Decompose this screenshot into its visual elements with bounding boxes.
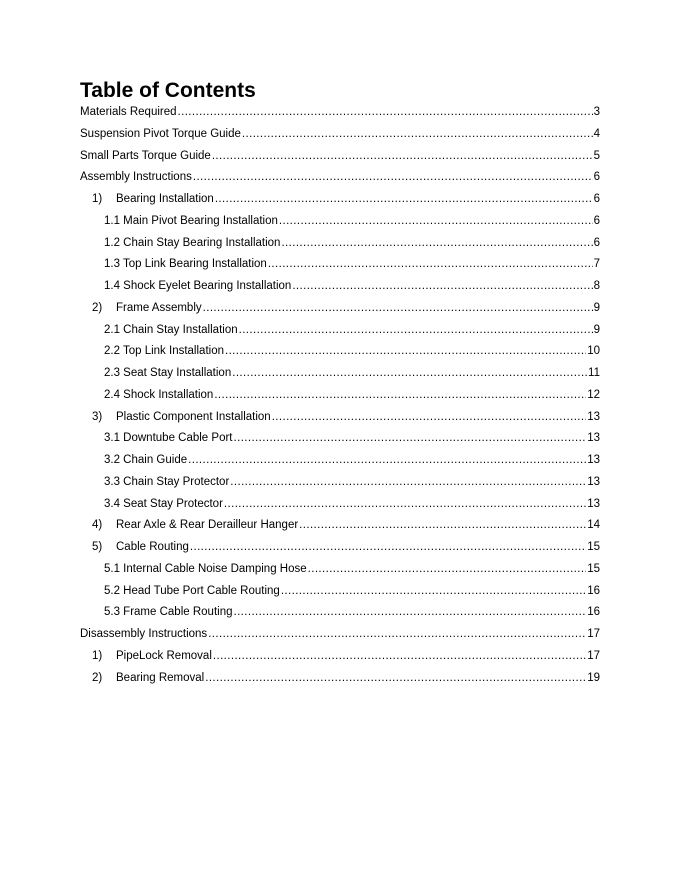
toc-page-number: 13 xyxy=(587,410,600,423)
toc-entry[interactable] xyxy=(80,515,600,537)
toc-page-number: 13 xyxy=(587,475,600,488)
toc-page-number: 9 xyxy=(593,301,600,314)
toc-entry-label: Assembly Instructions xyxy=(80,171,192,184)
toc-entry[interactable] xyxy=(80,102,600,124)
toc-entry-number: 5) xyxy=(92,541,103,553)
toc-entry-number: 1) xyxy=(92,193,103,205)
toc-dot-leader xyxy=(268,254,593,276)
toc-page-number: 13 xyxy=(587,497,600,510)
toc-dot-leader xyxy=(225,341,586,363)
toc-dot-leader xyxy=(178,102,593,124)
toc-dot-leader xyxy=(233,602,586,624)
toc-entry[interactable] xyxy=(80,428,600,450)
toc-entry-number: 3) xyxy=(92,410,103,423)
toc-dot-leader xyxy=(224,494,586,516)
toc-entry[interactable] xyxy=(80,189,600,211)
toc-dot-leader xyxy=(203,298,593,320)
toc-dot-leader xyxy=(214,385,586,407)
toc-entry[interactable] xyxy=(80,602,600,624)
toc-entry-label: PipeLock Removal xyxy=(116,649,212,662)
toc-entry[interactable] xyxy=(80,320,600,342)
toc-entry-number: 2) xyxy=(92,671,103,684)
toc-page-number: 16 xyxy=(587,584,600,597)
toc-dot-leader xyxy=(212,146,593,168)
toc-entry[interactable] xyxy=(80,494,600,516)
toc-entry[interactable] xyxy=(80,581,600,603)
toc-entry[interactable] xyxy=(80,254,600,276)
toc-entry-label: Small Parts Torque Guide xyxy=(80,149,211,162)
toc-entry[interactable] xyxy=(80,211,600,233)
toc-entry[interactable] xyxy=(80,559,600,581)
toc-dot-leader xyxy=(281,233,592,255)
toc-entry-label: 2.4 Shock Installation xyxy=(104,388,214,401)
toc-entry-label: 1.3 Top Link Bearing Installation xyxy=(104,258,267,271)
toc-page-number: 10 xyxy=(587,345,600,358)
toc-dot-leader xyxy=(190,537,586,559)
toc-entry-label: 1.1 Main Pivot Bearing Installation xyxy=(104,214,278,227)
toc-page-number: 6 xyxy=(593,193,600,205)
toc-dot-leader xyxy=(188,450,586,472)
toc-entry[interactable] xyxy=(80,385,600,407)
toc-dot-leader xyxy=(193,167,593,189)
toc-entry[interactable] xyxy=(80,363,600,385)
toc-page-number: 6 xyxy=(593,214,600,227)
toc-entry[interactable] xyxy=(80,233,600,255)
toc-page-number: 14 xyxy=(587,519,600,532)
toc-dot-leader xyxy=(215,189,593,211)
toc-entry[interactable] xyxy=(80,537,600,559)
toc-dot-leader xyxy=(213,646,586,668)
toc-entry-label: Frame Assembly xyxy=(116,301,202,314)
toc-entry[interactable] xyxy=(80,341,600,363)
toc-entry-label: Suspension Pivot Torque Guide xyxy=(80,127,241,140)
toc-entry[interactable] xyxy=(80,646,600,668)
toc-entry[interactable] xyxy=(80,407,600,429)
toc-page-number: 3 xyxy=(593,106,600,118)
toc-entry-label: 2.3 Seat Stay Installation xyxy=(104,367,232,379)
toc-entry[interactable] xyxy=(80,276,600,298)
toc-entry-label: Bearing Removal xyxy=(116,671,205,684)
page-title: Table of Contents xyxy=(80,79,256,102)
toc-page-number: 15 xyxy=(587,541,600,553)
toc-entry-label: 3.4 Seat Stay Protector xyxy=(104,497,223,510)
toc-entry-number: 1) xyxy=(92,649,103,662)
toc-page-number: 16 xyxy=(587,606,600,619)
toc-entry-number: 4) xyxy=(92,519,103,532)
toc-entry[interactable] xyxy=(80,298,600,320)
toc-entry-label: Rear Axle & Rear Derailleur Hanger xyxy=(116,519,299,532)
toc-entry-label: 5.1 Internal Cable Noise Damping Hose xyxy=(104,562,307,575)
toc-dot-leader xyxy=(208,624,586,646)
toc-page-number: 17 xyxy=(587,649,600,662)
toc-entry-label: 5.3 Frame Cable Routing xyxy=(104,606,233,619)
toc-page-number: 7 xyxy=(593,258,600,271)
toc-entry-label: Plastic Component Installation xyxy=(116,410,271,423)
toc-dot-leader xyxy=(234,428,587,450)
toc-page-number: 5 xyxy=(593,149,600,162)
toc-dot-leader xyxy=(272,407,587,429)
toc-entry-number: 2) xyxy=(92,301,103,314)
toc-page-number: 19 xyxy=(587,671,600,684)
toc-entry-label: Bearing Installation xyxy=(116,193,214,205)
toc-dot-leader xyxy=(308,559,587,581)
toc-entry[interactable] xyxy=(80,624,600,646)
toc-entry[interactable] xyxy=(80,167,600,189)
toc-entry-label: Disassembly Instructions xyxy=(80,628,208,640)
table-of-contents xyxy=(80,102,600,689)
toc-entry[interactable] xyxy=(80,146,600,168)
toc-page-number: 8 xyxy=(593,280,600,292)
toc-entry-label: 1.4 Shock Eyelet Bearing Installation xyxy=(104,280,292,292)
toc-dot-leader xyxy=(239,320,593,342)
toc-entry-label: Cable Routing xyxy=(116,541,189,553)
toc-page-number: 11 xyxy=(588,367,600,379)
toc-page-number: 6 xyxy=(593,236,600,249)
toc-page-number: 13 xyxy=(587,454,600,466)
toc-entry[interactable] xyxy=(80,124,600,146)
toc-page-number: 6 xyxy=(593,171,600,184)
toc-page-number: 17 xyxy=(587,628,600,640)
toc-entry-label: 5.2 Head Tube Port Cable Routing xyxy=(104,584,280,597)
toc-dot-leader xyxy=(205,668,586,690)
toc-page-number: 9 xyxy=(593,323,600,336)
toc-dot-leader xyxy=(299,515,586,537)
toc-entry[interactable] xyxy=(80,472,600,494)
toc-entry-label: 2.2 Top Link Installation xyxy=(104,345,224,358)
toc-entry[interactable] xyxy=(80,450,600,472)
toc-dot-leader xyxy=(279,211,593,233)
toc-page-number: 13 xyxy=(587,432,600,445)
toc-entry-label: 3.2 Chain Guide xyxy=(104,454,188,466)
toc-dot-leader xyxy=(230,472,586,494)
toc-entry-label: 3.3 Chain Stay Protector xyxy=(104,475,230,488)
toc-entry-label: 3.1 Downtube Cable Port xyxy=(104,432,233,445)
toc-entry[interactable] xyxy=(80,668,600,690)
toc-dot-leader xyxy=(292,276,592,298)
toc-dot-leader xyxy=(281,581,586,603)
toc-page-number: 15 xyxy=(587,562,600,575)
toc-dot-leader xyxy=(242,124,593,146)
toc-entry-label: Materials Required xyxy=(80,106,177,118)
toc-entry-label: 2.1 Chain Stay Installation xyxy=(104,323,238,336)
toc-page-number: 12 xyxy=(587,388,600,401)
toc-page-number: 4 xyxy=(593,127,600,140)
toc-entry-label: 1.2 Chain Stay Bearing Installation xyxy=(104,236,281,249)
toc-dot-leader xyxy=(232,363,587,385)
